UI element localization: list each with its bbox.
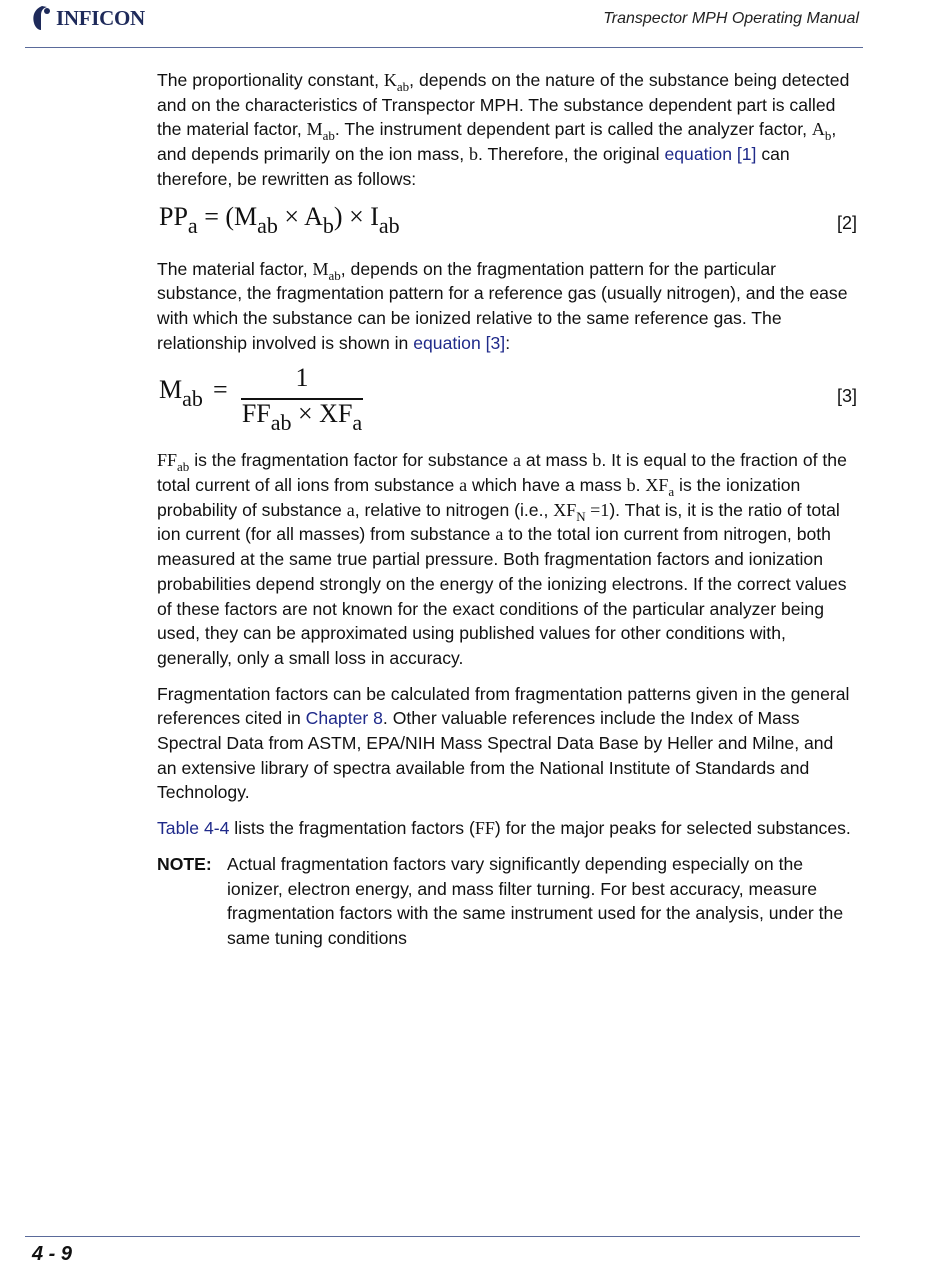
symbol-a: a (495, 524, 504, 545)
manual-title: Transpector MPH Operating Manual (603, 10, 859, 27)
text-run: can therefore, be rewritten as follows: (157, 144, 790, 189)
text-run: Fragmentation factors can be calculated from fragmentation patterns given in the general references cited in (157, 683, 850, 729)
text-run: at mass (521, 450, 593, 471)
paragraph-proportionality (157, 68, 857, 192)
text-run: , depends on the nature of the substance being detected and on the characteristics of Transpector MPH. The substance dependent part is called the material factor, (157, 70, 850, 140)
symbol-xfn: $XF_N =1$ (553, 499, 610, 524)
fraction-denominator: $FF_{ab} \times XF_a$ (241, 399, 363, 436)
equation-3-lhs: $M_{ab}$ (159, 375, 203, 412)
symbol-m: $M_{ab}$ (312, 258, 341, 283)
text-run: , relative to nitrogen (i.e., (354, 499, 554, 520)
note-text: Actual fragmentation factors vary significantly depending especially on the ionizer, electron energy, and mass filter turning. For best accuracy, measure fragmentation factors with the same instrument used for the analysis, under the same tuning conditions (227, 853, 844, 948)
text-run: The proportionality constant, (157, 70, 384, 90)
equation-3 (157, 363, 857, 438)
page-content (157, 68, 857, 951)
text-run: : (505, 332, 511, 353)
symbol-b: b (468, 144, 478, 165)
note-label: NOTE: (157, 853, 212, 874)
text-run: lists the fragmentation factors ( (229, 818, 475, 839)
text-run: , and depends primarily on the ion mass, (157, 119, 837, 165)
equation-2-body: $PP_a = (M_{ab} \times A_b) \times I_{ab}$ (159, 201, 400, 238)
symbol-a: a (459, 475, 468, 496)
symbol-ff: $FF_{ab}$ (157, 450, 190, 475)
text-run: ) for the major peaks for selected substances. (494, 818, 851, 839)
text-run: to the total ion current from nitrogen, both measured at the same true partial pressure. Both fragmentation factors and ionization probabilities depend strongly on the energy of the ionizing electrons. If the correct values of these factors are not known for the exact conditions of the particular analyzer being used, they can be approximated using published values for other conditions with, generally, only a small loss in accuracy. (157, 524, 847, 668)
text-run: . (635, 475, 646, 496)
paragraph-table-ref (157, 816, 857, 841)
symbol-b: b (592, 450, 602, 471)
equation-2-number: [2] (836, 212, 857, 233)
header-divider (25, 47, 863, 48)
paragraph-fragmentation-factor (157, 448, 857, 670)
paragraph-material-factor (157, 257, 857, 356)
fraction-numerator: 1 (295, 363, 309, 393)
text-run: . Other valuable references include the Index of Mass Spectral Data from ASTM, EPA/NIH Mass Spectral Data Base by Heller and Milne, and an extensive library of spectra available from the National Institute of Standards and Technology. (157, 708, 834, 803)
text-run: is the fragmentation factor for substance (189, 450, 514, 471)
brand-name: INFICON (56, 5, 145, 30)
footer-divider (25, 1236, 860, 1237)
text-run: . Therefore, the original (477, 144, 665, 165)
equation-1-link[interactable]: equation [1] (664, 144, 757, 165)
page-number: 4 - 9 (32, 1243, 73, 1265)
equation-2 (157, 203, 857, 247)
text-run: is the ionization probability of substance (157, 475, 801, 520)
equation-3-link[interactable]: equation [3] (413, 332, 506, 353)
symbol-m: $M_{ab}$ (306, 119, 335, 144)
text-run: . It is equal to the fraction of the total current of all ions from substance (157, 450, 847, 496)
symbol-a: $A_b$ (811, 119, 832, 144)
equals-sign: = (213, 375, 228, 405)
chapter-8-link[interactable]: Chapter 8 (305, 708, 383, 729)
inficon-logo-mark-icon (30, 5, 54, 31)
symbol-k: $K_{ab}$ (383, 70, 410, 94)
symbol-xf: $XF_a$ (645, 475, 675, 500)
text-run: . The instrument dependent part is called the analyzer factor, (334, 119, 812, 140)
paragraph-references (157, 682, 857, 806)
table-4-4-link[interactable]: Table 4-4 (157, 818, 230, 839)
note-block (157, 852, 857, 951)
symbol-a: a (513, 450, 522, 471)
text-run: , depends on the fragmentation pattern for the particular substance, the fragmentation pattern for a reference gas (usually nitrogen), and the ease with which the substance can be ionized relative to the same reference gas. The relationship involved is shown in (157, 258, 848, 353)
symbol-a: a (346, 499, 355, 520)
inficon-logo (30, 4, 145, 32)
text-run: The material factor, (157, 258, 313, 279)
equation-3-number: [3] (836, 386, 857, 407)
symbol-b: b (626, 475, 636, 496)
text-run: which have a mass (467, 475, 627, 496)
symbol-ff: FF (474, 818, 495, 839)
equation-3-fraction (241, 363, 363, 436)
text-run: ). That is, it is the ratio of total ion current (for all masses) from substance (157, 499, 840, 545)
